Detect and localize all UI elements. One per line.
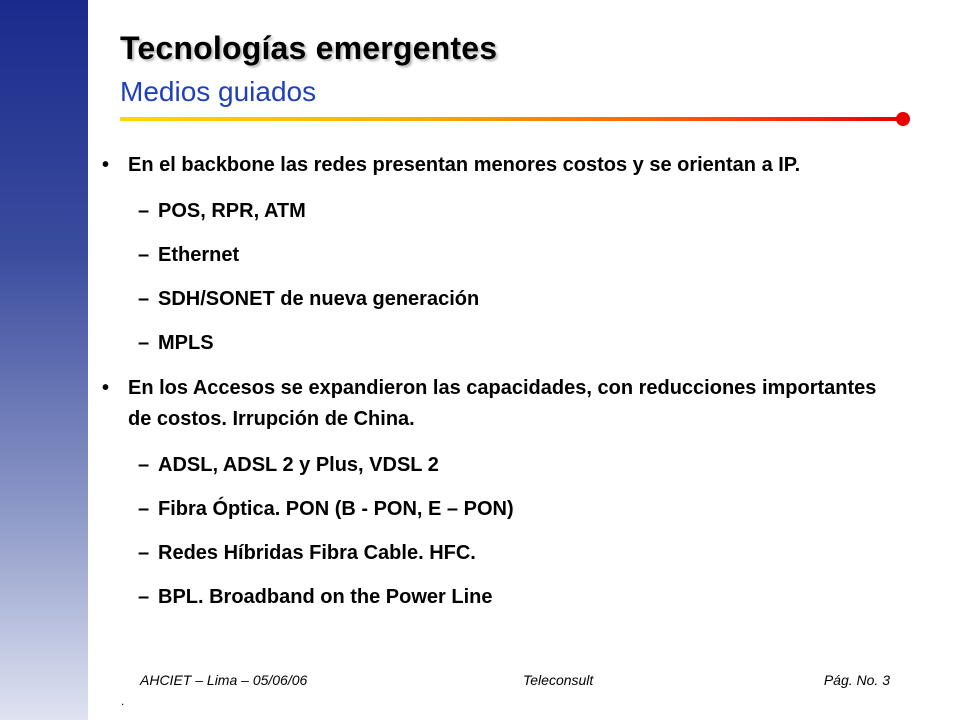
bullet-marker: • — [102, 154, 110, 176]
footer-dot: . — [121, 694, 125, 708]
dash-marker: – — [138, 200, 150, 222]
bullet-accesos — [100, 373, 900, 435]
sub-item — [100, 575, 900, 619]
dash-marker: – — [138, 542, 150, 564]
sub-item — [100, 487, 900, 531]
dash-marker: – — [138, 244, 150, 266]
footer-company: Teleconsult — [523, 672, 594, 688]
dash-marker: – — [138, 332, 150, 354]
sub-item-text: ADSL, ADSL 2 y Plus, VDSL 2 — [158, 454, 439, 476]
footer-event: AHCIET – Lima – 05/06/06 — [140, 672, 308, 688]
sub-item — [100, 531, 900, 575]
bullet-marker: • — [102, 377, 110, 399]
sub-item — [100, 277, 900, 321]
slide-title: Tecnologías emergentes — [120, 30, 498, 66]
bullet-text: En los Accesos se expandieron las capacidades, con reducciones importantes de costos. Irrupción de China. — [128, 377, 877, 430]
sub-item-text: Fibra Óptica. PON (B - PON, E – PON) — [158, 498, 514, 520]
dash-marker: – — [138, 586, 150, 608]
bullet-backbone — [100, 150, 900, 181]
left-gradient-bar — [0, 0, 88, 720]
dash-marker: – — [138, 288, 150, 310]
sub-item-text: Ethernet — [158, 244, 240, 266]
title-divider — [120, 117, 900, 121]
sub-item — [100, 233, 900, 277]
sub-item — [100, 443, 900, 487]
slide-subtitle: Medios guiados — [120, 76, 317, 107]
slide-content — [100, 150, 900, 619]
sub-item-text: POS, RPR, ATM — [158, 200, 306, 222]
sub-item-text: SDH/SONET de nueva generación — [158, 288, 480, 310]
divider-end-dot — [896, 112, 910, 126]
sub-item-text: BPL. Broadband on the Power Line — [158, 586, 493, 608]
dash-marker: – — [138, 454, 150, 476]
sub-item-text: Redes Híbridas Fibra Cable. HFC. — [158, 542, 476, 564]
dash-marker: – — [138, 498, 150, 520]
sub-item-text: MPLS — [158, 332, 214, 354]
footer-page-number: Pág. No. 3 — [823, 672, 890, 688]
sub-item — [100, 189, 900, 233]
bullet-text: En el backbone las redes presentan menores costos y se orientan a IP. — [128, 154, 801, 176]
sub-item — [100, 321, 900, 365]
